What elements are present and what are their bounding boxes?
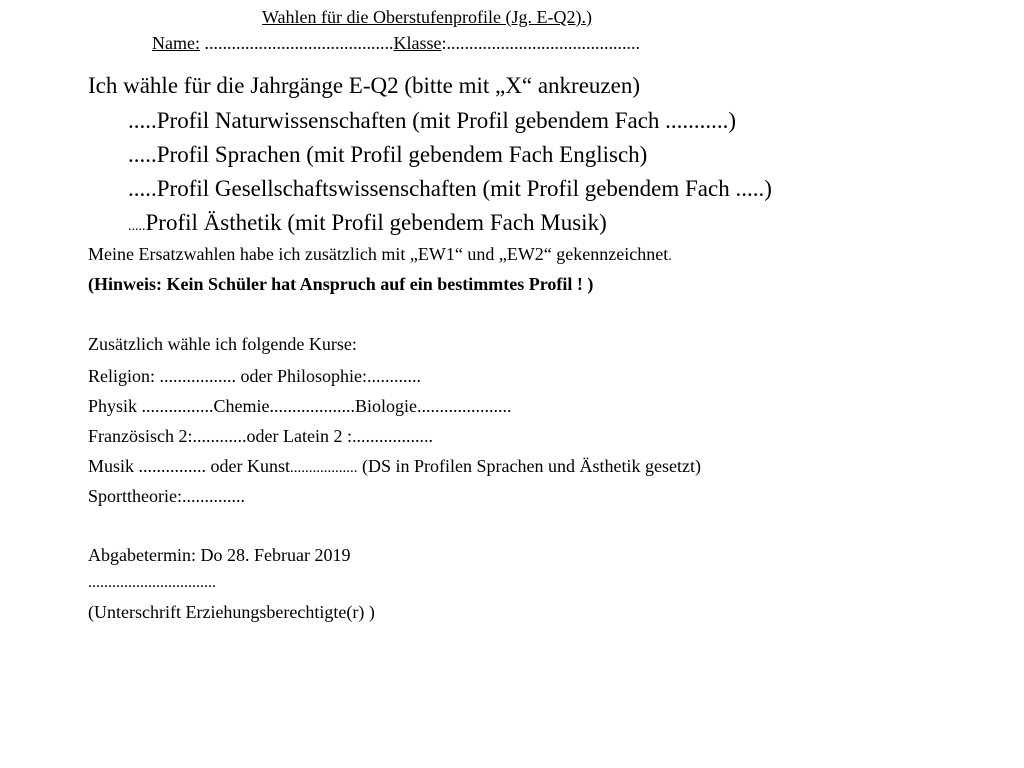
form-title: Wahlen für die Oberstufenprofile (Jg. E-Q2).)	[262, 7, 592, 27]
course-sporttheorie[interactable]: Sporttheorie:..............	[88, 486, 245, 506]
course-languages[interactable]: Französisch 2:............oder Latein 2 :..................	[88, 426, 433, 446]
signature-label: (Unterschrift Erziehungsberechtigte(r) )	[88, 602, 375, 622]
course-arts[interactable]: Musik ............... oder Kunst.................. (DS in Profilen Sprachen und Ästhetik gesetzt)	[88, 456, 701, 476]
name-label: Name:	[152, 33, 200, 53]
signature-field[interactable]: ................................	[88, 574, 216, 591]
hint-text: (Hinweis: Kein Schüler hat Anspruch auf ein bestimmtes Profil ! )	[88, 274, 594, 294]
deadline: Abgabetermin: Do 28. Februar 2019	[88, 545, 351, 565]
courses-intro: Zusätzlich wähle ich folgende Kurse:	[88, 334, 357, 354]
profile-option-naturwissenschaften[interactable]: .....Profil Naturwissenschaften (mit Profil gebendem Fach ...........)	[128, 108, 737, 133]
profile-option-aesthetik[interactable]	[128, 210, 607, 236]
profile-option-sprachen[interactable]: .....Profil Sprachen (mit Profil gebendem Fach Englisch)	[128, 142, 648, 167]
aesthetik-checkbox-dots[interactable]: .....	[128, 219, 146, 234]
name-klasse-line	[152, 33, 640, 54]
klasse-label: Klasse	[393, 33, 442, 53]
course-religion-philosophie[interactable]: Religion: ................. oder Philosophie:............	[88, 366, 421, 386]
name-field[interactable]: ..........................................	[199, 33, 394, 53]
course-sciences[interactable]: Physik ................Chemie...................Biologie.....................	[88, 396, 512, 416]
aesthetik-label: Profil Ästhetik (mit Profil gebendem Fach Musik)	[145, 210, 607, 235]
alternate-choice-note: Meine Ersatzwahlen habe ich zusätzlich mit „EW1“ und „EW2“ gekennzeichnet.	[88, 244, 672, 264]
profile-option-gesellschaftswissenschaften[interactable]: .....Profil Gesellschaftswissenschaften (mit Profil gebendem Fach .....)	[128, 176, 772, 201]
klasse-field[interactable]: :...........................................	[441, 33, 640, 53]
profile-intro: Ich wähle für die Jahrgänge E-Q2 (bitte mit „X“ ankreuzen)	[88, 73, 640, 98]
